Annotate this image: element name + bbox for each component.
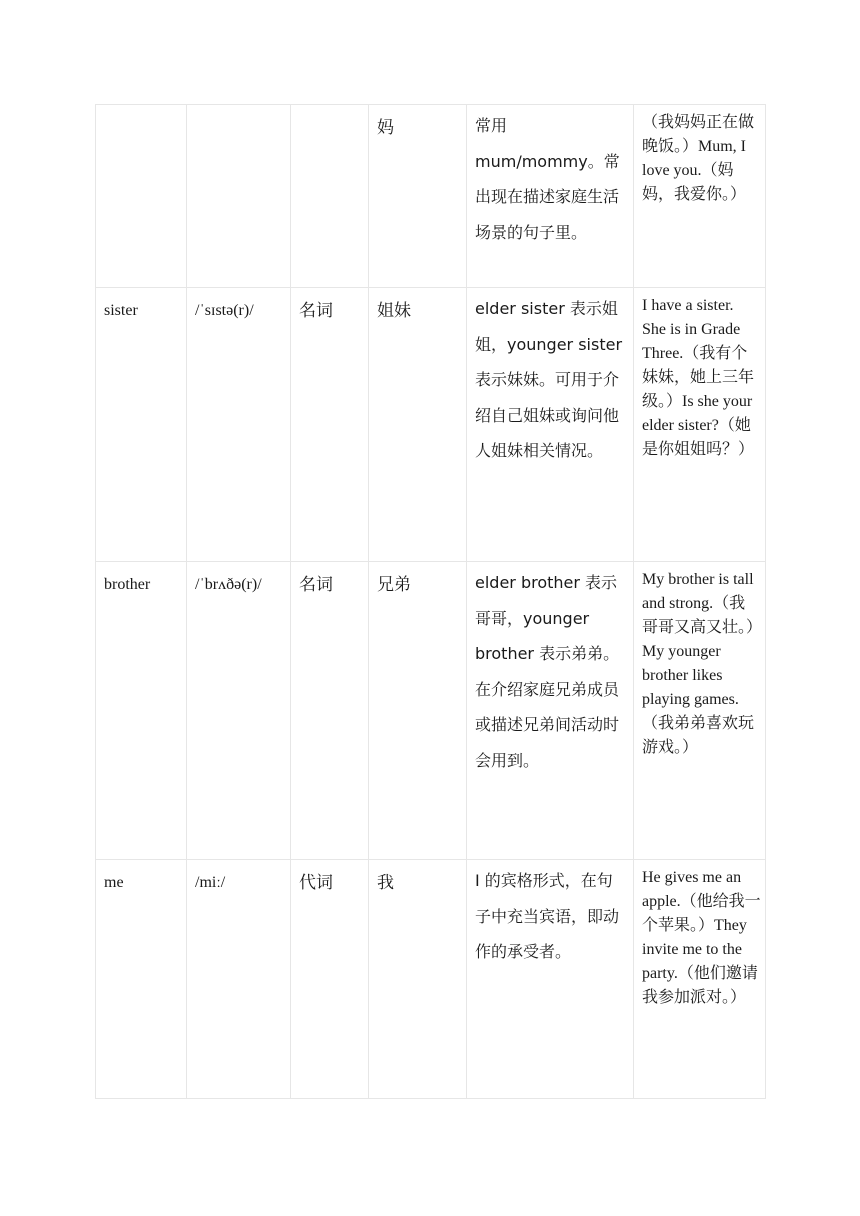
word-cell: brother xyxy=(96,562,187,860)
meaning-cell: 兄弟 xyxy=(369,562,467,860)
part-of-speech-cell xyxy=(291,105,369,288)
example-cell: I have a sister. She is in Grade Three.（我有个妹妹，她上三年级。）Is she your elder sister?（她是你姐姐吗？） xyxy=(634,288,766,562)
table-row xyxy=(96,288,766,562)
part-of-speech-cell: 名词 xyxy=(291,562,369,860)
phonetic-cell: /ˈsɪstə(r)/ xyxy=(187,288,291,562)
part-of-speech-cell: 名词 xyxy=(291,288,369,562)
table-row xyxy=(96,860,766,1099)
vocabulary-table xyxy=(95,104,766,1099)
word-cell: sister xyxy=(96,288,187,562)
table-row xyxy=(96,105,766,288)
usage-cell: elder brother 表示哥哥，younger brother 表示弟弟。在介绍家庭兄弟成员或描述兄弟间活动时会用到。 xyxy=(467,562,634,860)
usage-cell: I 的宾格形式，在句子中充当宾语，即动作的承受者。 xyxy=(467,860,634,1099)
phonetic-cell: /ˈbrʌðə(r)/ xyxy=(187,562,291,860)
example-cell: My brother is tall and strong.（我哥哥又高又壮。）My younger brother likes playing games.（我弟弟喜欢玩游戏。） xyxy=(634,562,766,860)
word-cell: me xyxy=(96,860,187,1099)
example-cell: He gives me an apple.（他给我一个苹果。）They invite me to the party.（他们邀请我参加派对。） xyxy=(634,860,766,1099)
usage-cell: elder sister 表示姐姐，younger sister 表示妹妹。可用于介绍自己姐妹或询问他人姐妹相关情况。 xyxy=(467,288,634,562)
phonetic-cell: /miː/ xyxy=(187,860,291,1099)
part-of-speech-cell: 代词 xyxy=(291,860,369,1099)
usage-cell: 常用 mum/mommy。常出现在描述家庭生活场景的句子里。 xyxy=(467,105,634,288)
table-row xyxy=(96,562,766,860)
meaning-cell: 我 xyxy=(369,860,467,1099)
word-cell xyxy=(96,105,187,288)
meaning-cell: 姐妹 xyxy=(369,288,467,562)
phonetic-cell xyxy=(187,105,291,288)
meaning-cell: 妈 xyxy=(369,105,467,288)
example-cell: （我妈妈正在做晚饭。）Mum, I love you.（妈妈，我爱你。） xyxy=(634,105,766,288)
